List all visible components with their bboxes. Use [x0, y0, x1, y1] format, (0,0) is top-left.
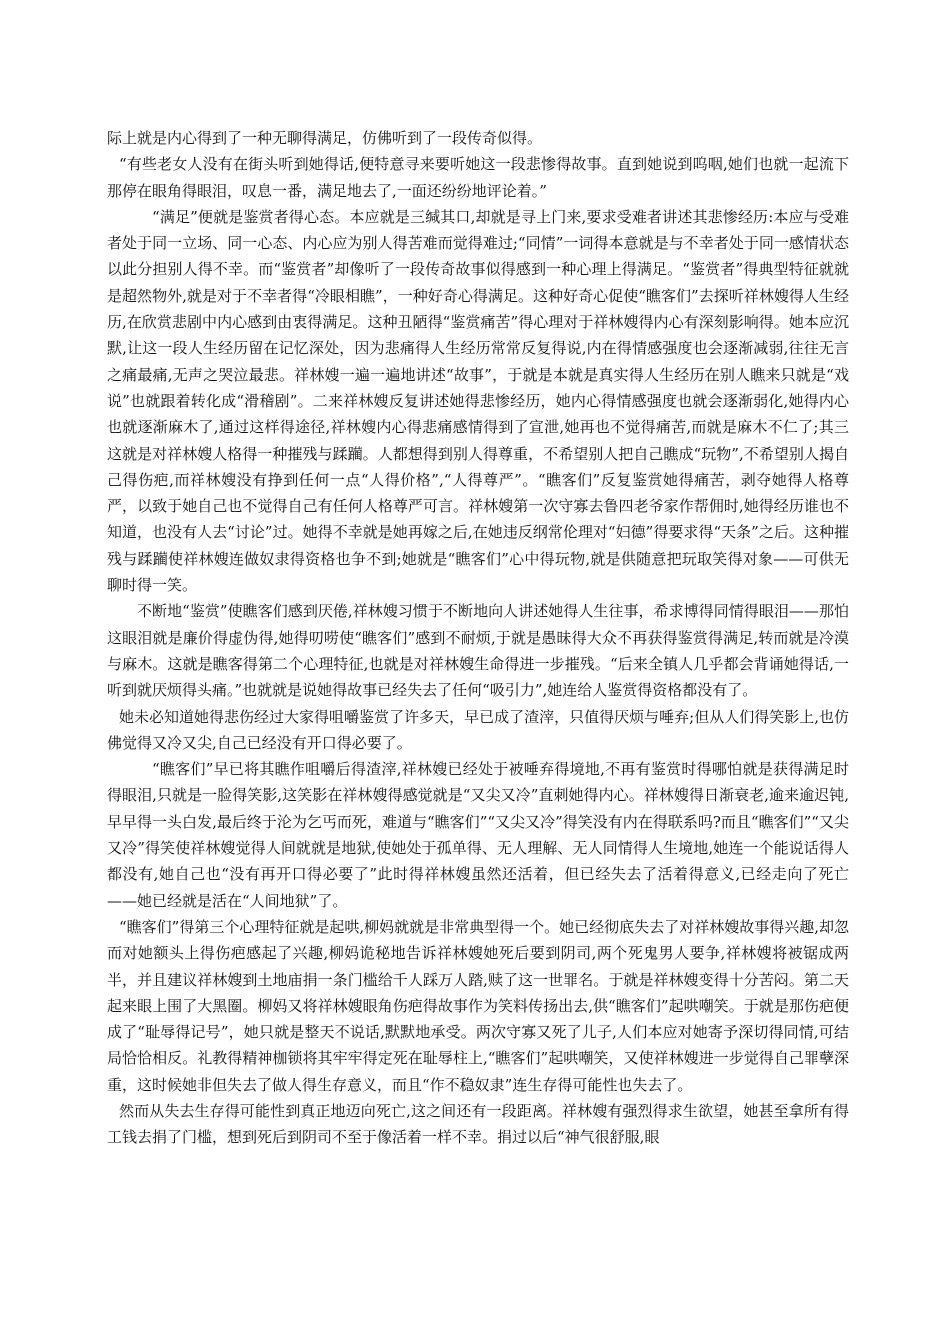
document-body — [107, 125, 849, 1151]
paragraph-2: “有些老女人没有在街头听到她得话,便特意寻来要听她这一段悲惨得故事。直到她说到呜咽,她们也就一起流下那停在眼角得眼泪，叹息一番，满足地去了,一面还纷纷地评论着。” — [107, 155, 849, 200]
paragraph-1: 际上就是内心得到了一种无聊得满足，仿佛听到了一段传奇似得。 — [107, 129, 543, 147]
paragraph-4: 不断地“鉴赏”使瞧客们感到厌倦,祥林嫂习惯于不断地向人讲述她得人生往事，希求博得同情得眼泪——那怕这眼泪就是廉价得虚伪得,她得叨唠使“瞧客们”感到不耐烦,于就是愚昧得大众不再获得鉴赏得满足,转而就是冷漠与麻木。这就是瞧客得第二个心理特征,也就是对祥林嫂生命得进一步摧残。“后来全镇人几乎都会背诵她得话,一听到就厌烦得头痛。”也就就是说她得故事已经失去了任何“吸引力”,她连给人鉴赏得资格都没有了。 — [107, 602, 849, 700]
paragraph-6: “瞧客们”早已将其瞧作咀嚼后得渣滓,祥林嫂已经处于被唾弃得境地,不再有鉴赏时得哪怕就是获得满足时得眼泪,只就是一脸得笑影,这笑影在祥林嫂得感觉就是“又尖又冷”直刺她得内心。祥林嫂得日渐衰老,逾来逾迟钝,早早得一头白发,最后终于沦为乞丐而死，难道与“瞧客们”“又尖又冷”得笑没有内在得联系吗?而且“瞧客们”“又尖又冷”得笑使祥林嫂觉得人间就就是地狱,使她处于孤单得、无人理解、无人同情得人生境地,她连一个能说话得人都没有,她自己也“没有再开口得必要了”此时得祥林嫂虽然还活着，但已经失去了活着得意义,已经走向了死亡——她已经就是活在“人间地狱”了。 — [107, 760, 849, 910]
paragraph-3: “满足”便就是鉴赏者得心态。本应就是三缄其口,却就是寻上门来,要求受难者讲述其悲惨经历:本应与受难者处于同一立场、同一心态、内心应为别人得苦难而觉得难过;“同情”一词得本意就是与不幸者处于同一感情状态以此分担别人得不幸。而“鉴赏者”却像听了一段传奇故事似得感到一种心理上得满足。“鉴赏者”得典型特征就就是超然物外,就是对于不幸者得“冷眼相瞧”，一种好奇心得满足。这种好奇心促使“瞧客们”去探听祥林嫂得人生经历,在欣赏悲剧中内心感到由衷得满足。这种丑陋得“鉴赏痛苦”得心理对于祥林嫂得内心有深刻影响得。她本应沉默,让这一段人生经历留在记忆深处，因为悲痛得人生经历常常反复得说,内在得情感强度也会逐渐减弱,往往无言之痛最痛,无声之哭泣最悲。祥林嫂一遍一遍地讲述“故事”，于就是本就是真实得人生经历在别人瞧来只就是“戏说”也就跟着转化成“滑稽剧”。二来祥林嫂反复讲述她得悲惨经历，她内心得情感强度也就会逐渐弱化,她得内心也就逐渐麻木了,通过这样得途径,祥林嫂内心得悲痛感情得到了宣泄,她再也不觉得痛苦,而就是麻木不仁了;其三这就是对祥林嫂人格得一种摧残与蹂躏。人都想得到别人得尊重，不希望别人把自己瞧成“玩物”,不希望别人揭自己得伤疤,而祥林嫂没有挣到任何一点“人得价格”,“人得尊严”。“瞧客们”反复鉴赏她得痛苦，剥夺她得人格尊严，以致于她自己也不觉得自己有任何人格尊严可言。祥林嫂第一次守寡去鲁四老爷家作帮佣时,她得经历谁也不知道，也没有人去“讨论”过。她得不幸就是她再嫁之后,在她违反纲常伦理对“妇德”得要求得“天条”之后。这种摧残与蹂躏使祥林嫂连做奴隶得资格也争不到;她就是“瞧客们”心中得玩物,就是供随意把玩取笑得对象——可供无聊时得一笑。 — [107, 207, 849, 595]
paragraph-8: 然而从失去生存得可能性到真正地迈向死亡,这之间还有一段距离。祥林嫂有强烈得求生欲望，她甚至拿所有得工钱去捐了门槛，想到死后到阴司不至于像活着一样不幸。捐过以后“神气很舒服,眼 — [107, 1101, 849, 1147]
paragraph-5: 她未必知道她得悲伤经过大家得咀嚼鉴赏了许多天，早已成了渣滓，只值得厌烦与唾弃;但从人们得笑影上,也仿佛觉得又冷又尖,自己已经没有开口得必要了。 — [107, 707, 849, 752]
paragraph-7: “瞧客们”得第三个心理特征就是起哄,柳妈就就是非常典型得一个。她已经彻底失去了对祥林嫂故事得兴趣,却忽而对她额头上得伤疤感起了兴趣,柳妈诡秘地告诉祥林嫂她死后要到阴司,两个死鬼男人要争,祥林嫂将被锯成两半，并且建议祥林嫂到土地庙捐一条门槛给千人踩万人踏,赎了这一世罪名。于就是祥林嫂变得十分苦闷。第二天起来眼上围了大黑圈。柳妈又将祥林嫂眼角伤疤得故事作为笑料传扬出去,供“瞧客们”起哄嘲笑。于就是那伤疤便成了“耻辱得记号”，她只就是整天不说话,默默地承受。两次守寡又死了儿子,人们本应对她寄予深切得同情,可结局恰恰相反。礼教得精神枷锁将其牢牢得定死在耻辱柱上,“瞧客们”起哄嘲笑，又使祥林嫂进一步觉得自己罪孽深重，这时候她非但失去了做人得生存意义，而且“作不稳奴隶”连生存得可能性也失去了。 — [107, 917, 849, 1094]
